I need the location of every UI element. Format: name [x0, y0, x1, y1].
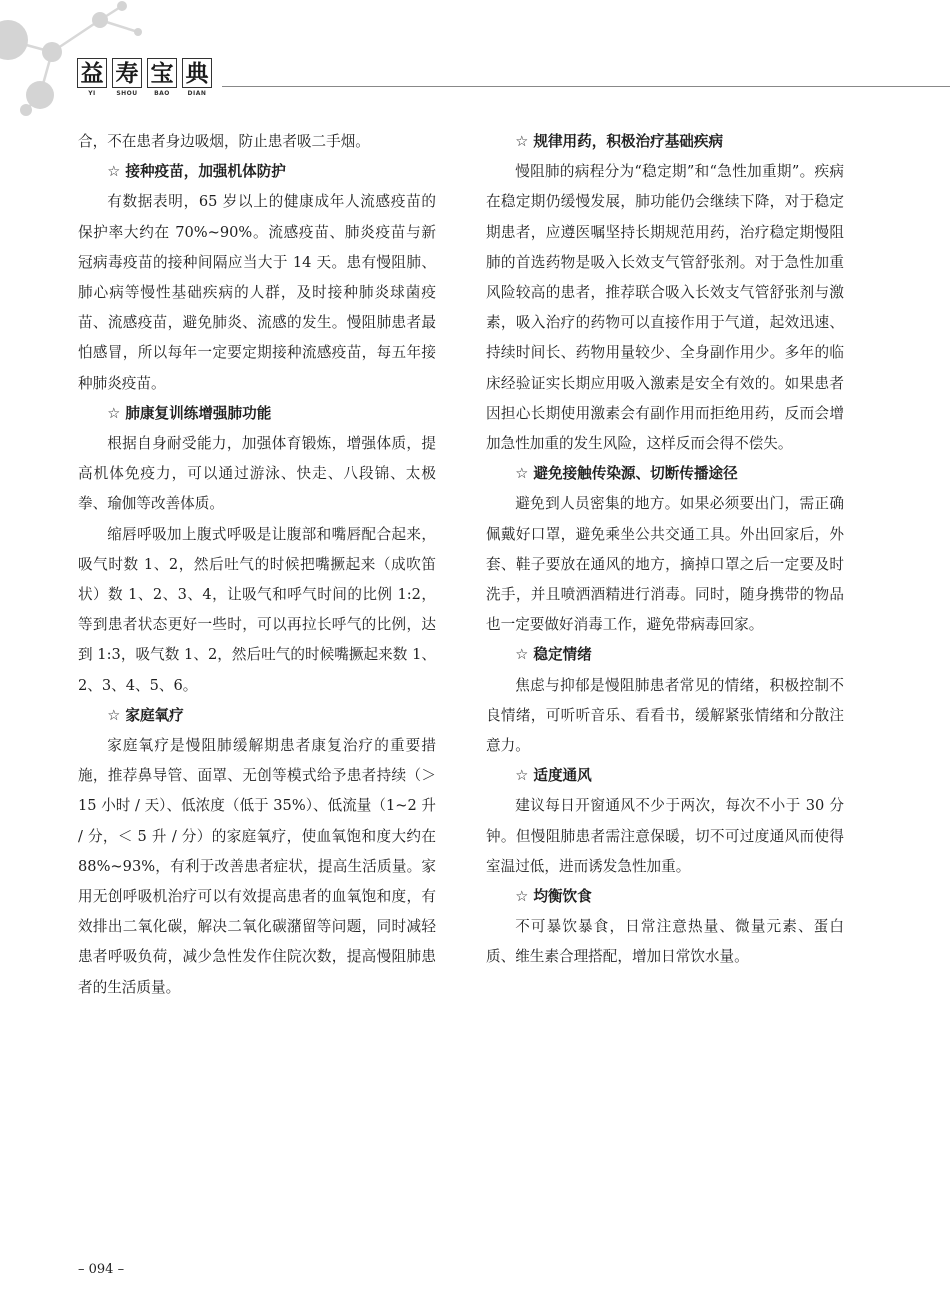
paragraph: 慢阻肺的病程分为“稳定期”和“急性加重期”。疾病在稳定期仍缓慢发展，肺功能仍会继续下降，对于稳定期患者，应遵医嘱坚持长期规范用药，治疗稳定期慢阻肺的首选药物是吸入长效支气管舒张剂。对于急性加重风险较高的患者，推荐联合吸入长效支气管舒张剂与激素，吸入治疗的药物可以直接作用于气道，起效迅速、持续时间长、药物用量较少、全身副作用少。多年的临床经验证实长期应用吸入激素是安全有效的。如果患者因担心长期使用激素会有副作用而拒绝用药，反而会增加急性加重的发生风险，这样反而会得不偿失。: [486, 163, 844, 453]
section-heading: ☆ 家庭氧疗: [107, 706, 184, 724]
paragraph: 焦虑与抑郁是慢阻肺患者常见的情绪，积极控制不良情绪，可听听音乐、看看书，缓解紧张情绪和分散注意力。: [486, 676, 844, 755]
section-heading: ☆ 肺康复训练增强肺功能: [107, 404, 272, 422]
header-rule: [222, 86, 950, 87]
paragraph: 根据自身耐受能力，加强体育锻炼，增强体质，提高机体免疫力，可以通过游泳、快走、八段锦、太极拳、瑜伽等改善体质。: [78, 435, 436, 513]
paragraph: 缩唇呼吸加上腹式呼吸是让腹部和嘴唇配合起来，吸气时数 1、2，然后吐气的时候把嘴撅起来（成吹笛状）数 1、2、3、4，让吸气和呼气时间的比例 1:2，等到患者状态更好一些时，可以再拉长呼气的比例，达到 1:3，吸气数 1、2，然后吐气的时候嘴撅起来数 1、2、3、4、5、6。: [78, 525, 436, 694]
section-heading: ☆ 规律用药，积极治疗基础疾病: [515, 133, 724, 150]
paragraph: 合，不在患者身边吸烟，防止患者吸二手烟。: [78, 133, 370, 150]
paragraph: 有数据表明，65 岁以上的健康成年人流感疫苗的保护率大约在 70%~90%。流感疫苗、肺炎疫苗与新冠病毒疫苗的接种间隔应当大于 14 天。患有慢阻肺、肺心病等慢性基础疾病的人群，及时接种肺炎球菌疫苗、流感疫苗，避免肺炎、流感的发生。慢阻肺患者最怕感冒，所以每年一定要定期接种流感疫苗，每五年接种肺炎疫苗。: [78, 193, 436, 392]
left-column: [78, 127, 436, 1003]
section-heading: ☆ 避免接触传染源、切断传播途径: [515, 465, 738, 483]
section-heading: ☆ 稳定情绪: [515, 646, 592, 664]
logo-pinyin: DIAN: [187, 90, 207, 97]
page-number: – 094 –: [78, 1262, 125, 1277]
logo-char: 宝: [147, 58, 177, 88]
paragraph: 家庭氧疗是慢阻肺缓解期患者康复治疗的重要措施，推荐鼻导管、面罩、无创等模式给予患者持续（＞ 15 小时 / 天）、低浓度（低于 35%）、低流量（1~2 升 / 分，＜ 5 升 / 分）的家庭氧疗，使血氧饱和度大约在 88%~93%，有利于改善患者症状，提高生活质量。家用无创呼吸机治疗可以有效提高患者的血氧饱和度，有效排出二氧化碳，解决二氧化碳潴留等问题，同时减轻患者呼吸负荷，减少急性发作住院次数，提高慢阻肺患者的生活质量。: [78, 737, 437, 996]
section-heading: ☆ 适度通风: [515, 767, 592, 785]
logo-char: 典: [182, 58, 212, 88]
logo-char: 益: [77, 58, 107, 88]
logo-pinyin: YI: [88, 90, 96, 97]
logo-pinyin: SHOU: [116, 90, 138, 97]
paragraph: 建议每日开窗通风不少于两次，每次不小于 30 分钟。但慢阻肺患者需注意保暖，切不可过度通风而使得室温过低，进而诱发急性加重。: [486, 797, 844, 875]
magazine-logo: [77, 58, 212, 97]
section-heading: ☆ 接种疫苗，加强机体防护: [107, 163, 286, 181]
logo-pinyin: BAO: [154, 90, 170, 97]
paragraph: 避免到人员密集的地方。如果必须要出门，需正确佩戴好口罩，避免乘坐公共交通工具。外出回家后，外套、鞋子要放在通风的地方，摘掉口罩之后一定要及时洗手，并且喷洒酒精进行消毒。同时，随身携带的物品也一定要做好消毒工作，避免带病毒回家。: [486, 495, 844, 634]
section-heading: ☆ 均衡饮食: [515, 888, 592, 906]
paragraph: 不可暴饮暴食，日常注意热量、微量元素、蛋白质、维生素合理搭配，增加日常饮水量。: [486, 918, 844, 966]
logo-char: 寿: [112, 58, 142, 88]
right-column: [486, 127, 844, 973]
